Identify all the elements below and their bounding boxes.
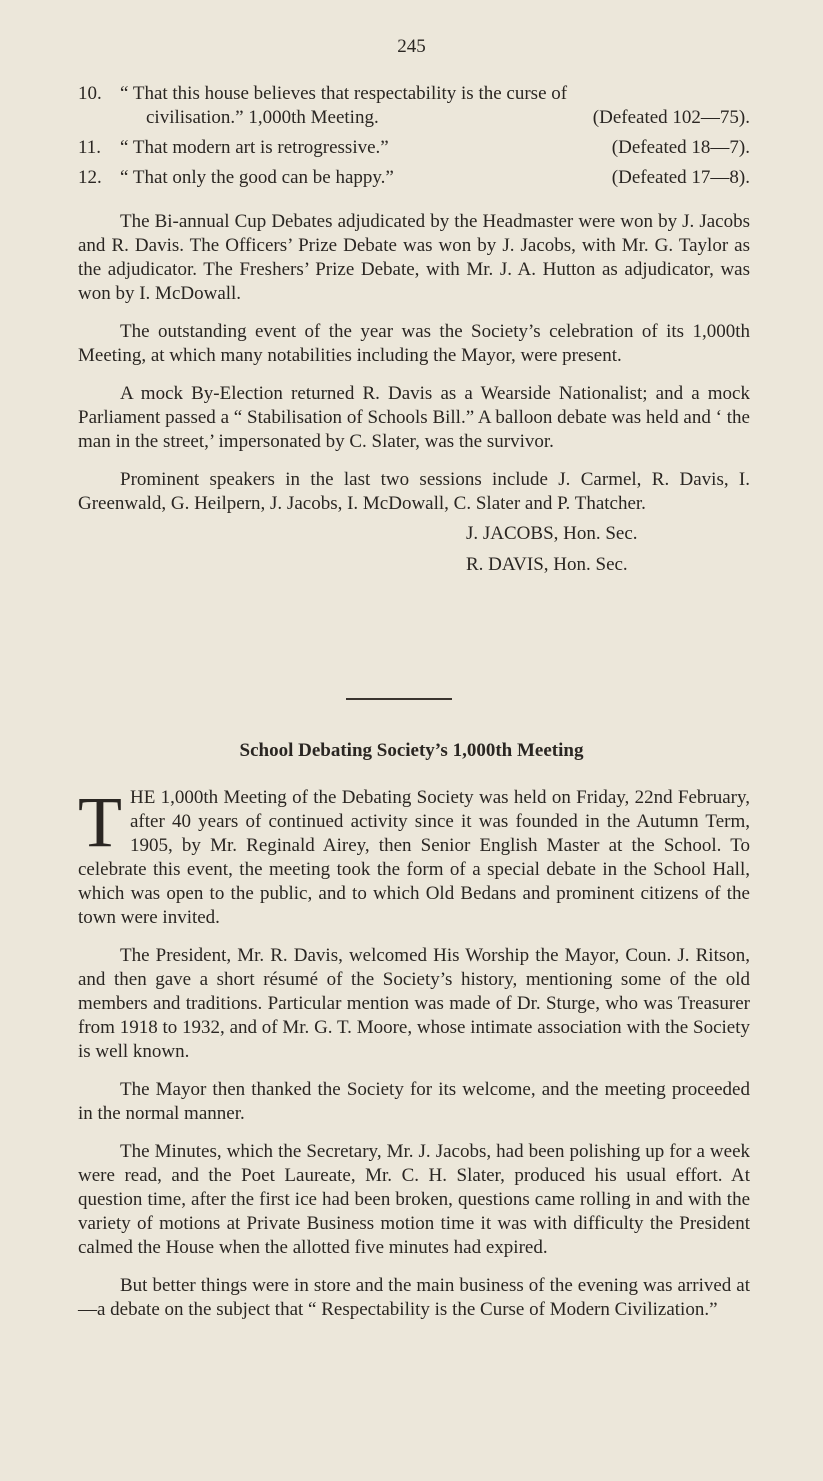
motion-result: (Defeated 102—75).: [592, 107, 750, 128]
motion-number: 12.: [78, 167, 102, 188]
paragraph: The Mayor then thanked the Society for its welcome, and the meeting proceeded in the normal manner.: [78, 1079, 750, 1124]
report-body: [78, 210, 750, 580]
motions-list: [78, 82, 750, 196]
motion-text: “ That only the good can be happy.”: [120, 167, 394, 188]
motion-result: (Defeated 17—8).: [611, 167, 750, 188]
motion-text: “ That modern art is retrogressive.”: [120, 137, 389, 158]
motion-item: [78, 136, 750, 160]
drop-cap: T: [78, 782, 122, 862]
motion-item: [78, 166, 750, 190]
motion-item: [78, 82, 750, 130]
paragraph: But better things were in store and the main business of the evening was arrived at—a debate on the subject that “ Respectability is the Curse of Modern Civilization.”: [78, 1275, 750, 1320]
signature: J. JACOBS, Hon. Sec.: [466, 523, 638, 544]
article-heading: School Debating Society’s 1,000th Meeting: [239, 740, 584, 761]
motion-number: 10.: [78, 83, 102, 104]
opening-paragraph: [78, 782, 750, 930]
motion-text-line1: “ That this house believes that respectability is the curse of: [120, 83, 568, 104]
paragraph: The outstanding event of the year was the Society’s celebration of its 1,000th Meeting, at which many notabilities including the Mayor, were present.: [78, 321, 750, 366]
paragraph: The President, Mr. R. Davis, welcomed His Worship the Mayor, Coun. J. Ritson, and then gave a short résumé of the Society’s history, mentioning some of the old members and traditions. Particular mention was made of Dr. Sturge, who was Treasurer from 1918 to 1932, and of Mr. G. T. Moore, whose intimate association with the Society is well known.: [78, 945, 750, 1062]
section-divider: [346, 698, 452, 700]
first-word: HE: [129, 787, 156, 808]
paragraph: Prominent speakers in the last two sessions include J. Carmel, R. Davis, I. Greenwald, G. Heilpern, J. Jacobs, I. McDowall, C. Slater and P. Thatcher.: [78, 469, 750, 514]
motion-text-line2: civilisation.” 1,000th Meeting.: [146, 107, 379, 128]
motion-number: 11.: [78, 137, 102, 158]
page-number: 245: [397, 36, 426, 57]
paragraph: A mock By-Election returned R. Davis as a Wearside Nationalist; and a mock Parliament passed a “ Stabilisation of Schools Bill.” A balloon debate was held and ‘ the man in the street,’ impersonated by C. Slater, was the survivor.: [78, 383, 750, 452]
paragraph: The Minutes, which the Secretary, Mr. J. Jacobs, had been polishing up for a week were read, and the Poet Laureate, Mr. C. H. Slater, produced his usual effort. At question time, after the first ice had been broken, questions came rolling in and with the variety of motions at Private Business motion time it was with difficulty the President calmed the House when the allotted five minutes had expired.: [78, 1141, 750, 1258]
paragraph: The Bi-annual Cup Debates adjudicated by the Headmaster were won by J. Jacobs and R. Davis. The Officers’ Prize Debate was won by J. Jacobs, with Mr. G. Taylor as the adjudicator. The Freshers’ Prize Debate, with Mr. J. A. Hutton as adjudicator, was won by I. McDowall.: [78, 211, 750, 304]
signature: R. DAVIS, Hon. Sec.: [466, 554, 628, 575]
article-body: [78, 782, 750, 1336]
motion-result: (Defeated 18—7).: [611, 137, 750, 158]
opening-text: 1,000th Meeting of the Debating Society was held on Friday, 22nd February, after 40 years of continued activity since it was founded in the Autumn Term, 1905, by Mr. Reginald Airey, then Senior English Master at the School. To celebrate this event, the meeting took the form of a special debate in the School Hall, which was open to the public, and to which Old Bedans and prominent citizens of the town were invited.: [78, 787, 750, 928]
